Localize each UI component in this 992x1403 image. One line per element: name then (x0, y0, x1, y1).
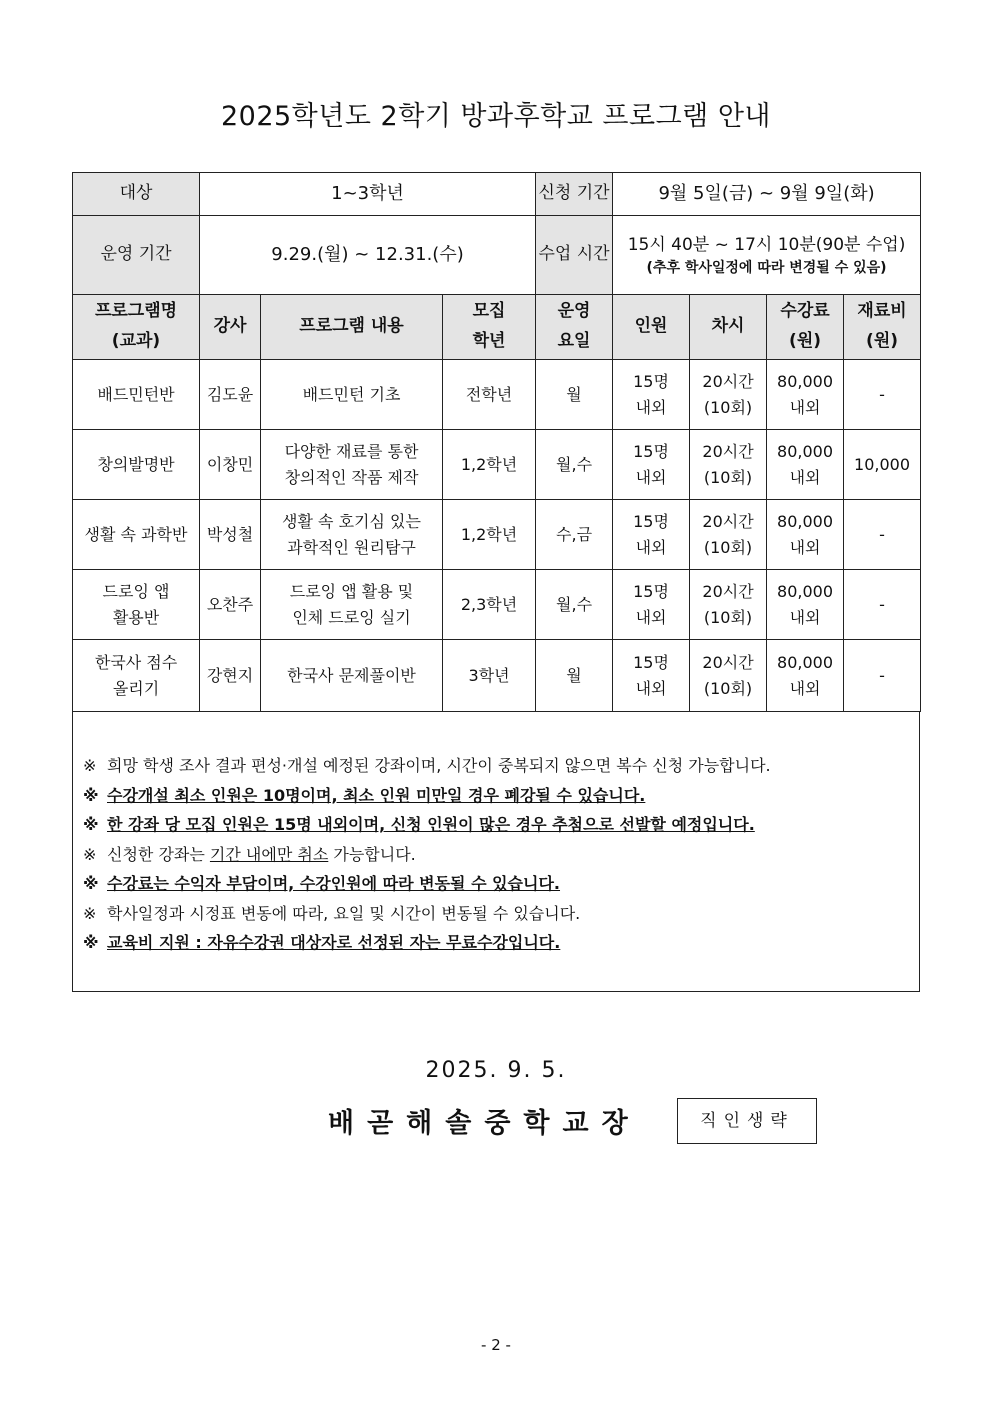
fee-cell (767, 430, 844, 500)
issue-date: 2025. 9. 5. (425, 1058, 567, 1083)
principal-name: 배곧해솔중학교장 (328, 1108, 641, 1139)
sessions-cell-text: 20시간 (702, 371, 754, 391)
grade-cell-text: 전학년 (465, 384, 513, 404)
grade-cell-text: 3학년 (468, 665, 510, 685)
content-cell (261, 570, 443, 640)
table-row (73, 360, 921, 430)
people-cell-text: 내외 (635, 607, 667, 627)
day-cell-text: 월 (566, 665, 582, 685)
sessions-cell (690, 640, 767, 712)
table-header-row (73, 295, 921, 360)
material-cell-text: - (879, 524, 885, 544)
program-cell-text: 올리기 (112, 678, 160, 698)
day-cell (536, 360, 613, 430)
header-grade: 모집 학년 (443, 295, 536, 360)
people-cell-text: 내외 (635, 678, 667, 698)
table-row (73, 640, 921, 712)
note-item: ※ 신청한 강좌는 기간 내에만 취소 가능합니다. (83, 844, 416, 864)
day-cell-text: 월,수 (556, 594, 593, 614)
page-number: - 2 - (481, 1336, 511, 1354)
material-cell-text: - (879, 594, 885, 614)
info-row-2 (73, 216, 921, 295)
teacher-cell (200, 570, 261, 640)
material-cell (844, 500, 921, 570)
sessions-cell-text: (10회) (703, 397, 753, 417)
content-cell (261, 500, 443, 570)
teacher-cell-text: 김도윤 (206, 384, 254, 404)
people-cell-text: 내외 (635, 397, 667, 417)
target-value: 1~3학년 (200, 173, 536, 216)
content-cell-text: 과학적인 원리탐구 (287, 537, 416, 557)
header-fee: 수강료 (원) (767, 295, 844, 360)
sessions-cell (690, 500, 767, 570)
content-cell (261, 430, 443, 500)
grade-cell (443, 430, 536, 500)
people-cell-text: 15명 (633, 652, 669, 672)
fee-cell-text: 80,000 (777, 581, 834, 601)
day-cell (536, 640, 613, 712)
content-cell-text: 생활 속 호기심 있는 (282, 511, 421, 531)
fee-cell (767, 570, 844, 640)
material-cell (844, 640, 921, 712)
content-cell-text: 다양한 재료를 통한 (284, 441, 419, 461)
people-cell (613, 360, 690, 430)
fee-cell-text: 내외 (789, 607, 821, 627)
grade-cell-text: 2,3학년 (460, 594, 518, 614)
sessions-cell-text: 20시간 (702, 652, 754, 672)
day-cell (536, 430, 613, 500)
note-item: ※ 학사일정과 시정표 변동에 따라, 요일 및 시간이 변동될 수 있습니다. (83, 903, 581, 923)
people-cell-text: 15명 (633, 441, 669, 461)
notes-box (72, 711, 920, 992)
program-cell-text: 생활 속 과학반 (84, 524, 188, 544)
sessions-cell (690, 430, 767, 500)
people-cell (613, 570, 690, 640)
operation-period-label: 운영 기간 (73, 216, 200, 295)
material-cell-text: - (879, 384, 885, 404)
people-cell (613, 500, 690, 570)
program-table (72, 172, 921, 712)
table-row (73, 500, 921, 570)
sessions-cell (690, 360, 767, 430)
sessions-cell-text: (10회) (703, 678, 753, 698)
table-row (73, 430, 921, 500)
class-time-label: 수업 시간 (536, 216, 613, 295)
sessions-cell-text: 20시간 (702, 441, 754, 461)
teacher-cell (200, 360, 261, 430)
document-title: 2025학년도 2학기 방과후학교 프로그램 안내 (220, 101, 772, 132)
material-cell-text: 10,000 (854, 454, 911, 474)
program-cell (73, 570, 200, 640)
header-people: 인원 (613, 295, 690, 360)
program-cell-text: 한국사 점수 (94, 652, 178, 672)
sessions-cell-text: 20시간 (702, 511, 754, 531)
grade-cell (443, 640, 536, 712)
content-cell-text: 드로잉 앱 활용 및 (289, 581, 414, 601)
operation-period-value: 9.29.(월) ~ 12.31.(수) (200, 216, 536, 295)
note-item: ※ 수강료는 수익자 부담이며, 수강인원에 따라 변동될 수 있습니다. (83, 874, 561, 893)
fee-cell-text: 80,000 (777, 652, 834, 672)
sessions-cell-text: (10회) (703, 467, 753, 487)
content-cell-text: 창의적인 작품 제작 (284, 467, 419, 487)
teacher-cell-text: 강현지 (206, 665, 254, 685)
teacher-cell-text: 이창민 (206, 454, 254, 474)
class-time-value: 15시 40분 ~ 17시 10분(90분 수업) (627, 234, 906, 255)
grade-cell-text: 1,2학년 (460, 454, 518, 474)
fee-cell (767, 360, 844, 430)
program-cell-text: 드로잉 앱 (102, 581, 170, 601)
sessions-cell-text: (10회) (703, 607, 753, 627)
content-cell-text: 인체 드로잉 실기 (292, 607, 411, 627)
material-cell (844, 430, 921, 500)
class-time-note: (추후 학사일정에 따라 변경될 수 있음) (646, 259, 887, 276)
header-teacher: 강사 (200, 295, 261, 360)
teacher-cell (200, 640, 261, 712)
fee-cell (767, 500, 844, 570)
fee-cell-text: 내외 (789, 537, 821, 557)
program-cell (73, 360, 200, 430)
material-cell-text: - (879, 665, 885, 685)
fee-cell-text: 80,000 (777, 441, 834, 461)
class-time-cell (613, 216, 921, 295)
teacher-cell-text: 오찬주 (206, 594, 254, 614)
people-cell (613, 640, 690, 712)
people-cell (613, 430, 690, 500)
sessions-cell (690, 570, 767, 640)
apply-period-label: 신청 기간 (536, 173, 613, 216)
program-cell (73, 430, 200, 500)
day-cell-text: 월 (566, 384, 582, 404)
program-cell-text: 활용반 (112, 607, 160, 627)
table-row (73, 570, 921, 640)
people-cell-text: 15명 (633, 511, 669, 531)
fee-cell-text: 80,000 (777, 371, 834, 391)
fee-cell-text: 내외 (789, 467, 821, 487)
header-sessions: 차시 (690, 295, 767, 360)
day-cell (536, 500, 613, 570)
target-label: 대상 (73, 173, 200, 216)
people-cell-text: 15명 (633, 581, 669, 601)
day-cell (536, 570, 613, 640)
people-cell-text: 내외 (635, 467, 667, 487)
day-cell-text: 수,금 (556, 524, 593, 544)
seal-omitted-box: 직인생략 (677, 1098, 817, 1144)
note-item: ※ 희망 학생 조사 결과 편성·개설 예정된 강좌이며, 시간이 중복되지 않으면 복수 신청 가능합니다. (83, 756, 771, 775)
people-cell-text: 내외 (635, 537, 667, 557)
info-row-1 (73, 173, 921, 216)
sessions-cell-text: 20시간 (702, 581, 754, 601)
program-cell-text: 창의발명반 (97, 454, 175, 474)
teacher-cell (200, 500, 261, 570)
note-item: ※ 한 강좌 당 모집 인원은 15명 내외이며, 신청 인원이 많은 경우 추첨으로 선발할 예정입니다. (83, 815, 755, 834)
program-cell (73, 640, 200, 712)
fee-cell-text: 내외 (789, 397, 821, 417)
note-item: ※ 교육비 지원 : 자유수강권 대상자로 선정된 자는 무료수강입니다. (83, 933, 561, 952)
teacher-cell-text: 박성철 (206, 524, 254, 544)
header-day: 운영 요일 (536, 295, 613, 360)
program-cell (73, 500, 200, 570)
fee-cell-text: 내외 (789, 678, 821, 698)
people-cell-text: 15명 (633, 371, 669, 391)
grade-cell-text: 1,2학년 (460, 524, 518, 544)
program-cell-text: 배드민턴반 (97, 384, 175, 404)
note-item: ※ 수강개설 최소 인원은 10명이며, 최소 인원 미만일 경우 폐강될 수 있습니다. (83, 785, 646, 805)
grade-cell (443, 500, 536, 570)
day-cell-text: 월,수 (556, 454, 593, 474)
content-cell (261, 360, 443, 430)
sessions-cell-text: (10회) (703, 537, 753, 557)
header-program: 프로그램명 (교과) (73, 295, 200, 360)
content-cell-text: 한국사 문제풀이반 (287, 665, 416, 685)
grade-cell (443, 360, 536, 430)
header-content: 프로그램 내용 (261, 295, 443, 360)
content-cell-text: 배드민턴 기초 (302, 384, 401, 404)
apply-period-value: 9월 5일(금) ~ 9월 9일(화) (613, 173, 921, 216)
material-cell (844, 570, 921, 640)
teacher-cell (200, 430, 261, 500)
fee-cell-text: 80,000 (777, 511, 834, 531)
fee-cell (767, 640, 844, 712)
material-cell (844, 360, 921, 430)
grade-cell (443, 570, 536, 640)
header-material: 재료비 (원) (844, 295, 921, 360)
content-cell (261, 640, 443, 712)
